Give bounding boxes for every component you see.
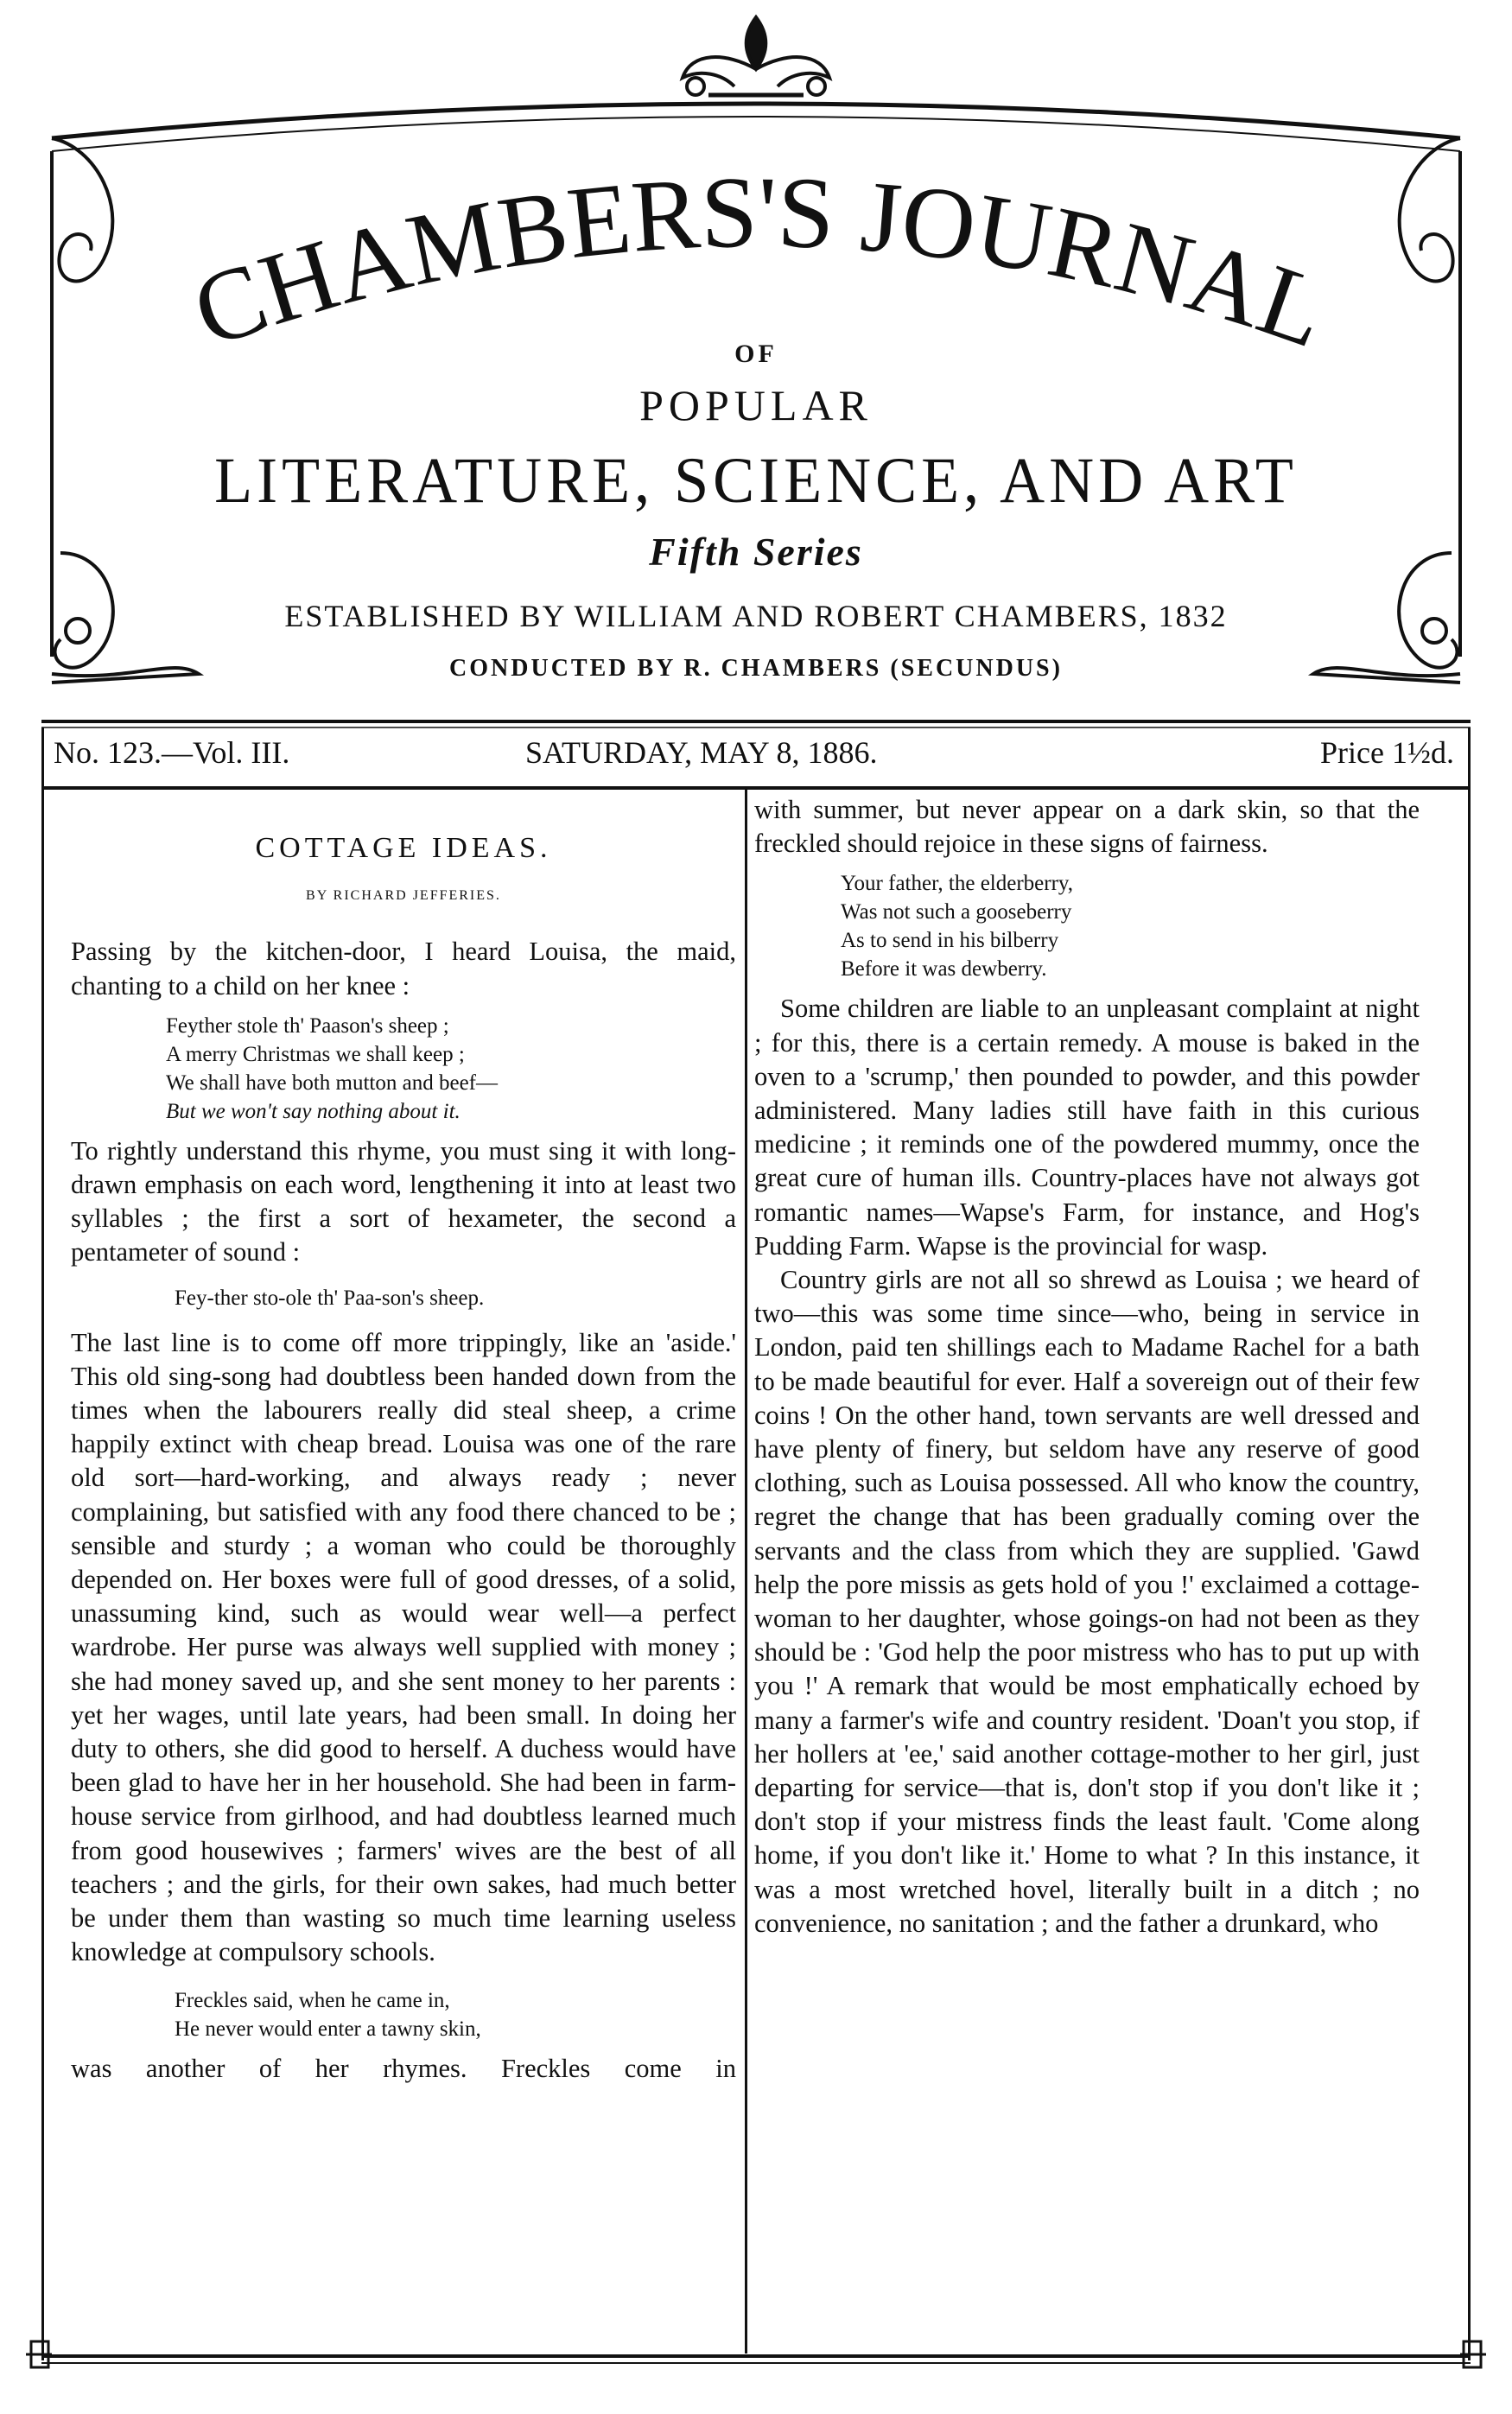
- conducted-line: CONDUCTED BY R. CHAMBERS (SECUNDUS): [449, 655, 1063, 682]
- right-border: [1468, 727, 1471, 2360]
- issue-line: [41, 734, 1463, 783]
- issue-price: Price 1½d.: [1320, 735, 1454, 770]
- verse-line: As to send in his bilberry: [841, 929, 1059, 953]
- paragraph: The last line is to come off more trippingly, like an 'aside.' This old sing-song had doubtless been handed down from the times when the labourers really did steal sheep, a crime happily extinct with cheap bread. Louisa was one of the rare old sort—hard-working, and always ready ; never complaining, but satisfied with any food there chanced to be ; sensible and sturdy ; a woman who could be thoroughly depended on. Her boxes were full of good dresses, of a solid, unassuming kind, such as would wear well—a perfect wardrobe. Her purse was always well supplied with money ; she had money saved up, and she sent money to her parents : yet her wages, until late years, had been small. In doing her duty to others, she did good to herself. A duchess would have been glad to have her in her household. She had been in farm-house service from girlhood, and had doubtless learned much from good housewives ; farmers' wives are the best of all teachers ; and the girls, for their own sakes, had much better be under them than wasting so much time learning useless knowledge at compulsory schools.: [71, 1327, 736, 1967]
- article-title: COTTAGE IDEAS.: [255, 832, 552, 864]
- verse-line: But we won't say nothing about it.: [166, 1099, 461, 1123]
- masthead: [0, 0, 1512, 743]
- paragraph: Country girls are not all so shrewd as Louisa ; we heard of two—this was some time since—who, being in service in London, paid ten shillings each to Madame Rachel for a bath to be made beautiful for ever. Half a sovereign out of their few coins ! On the other hand, town servants are well dressed and have plenty of finery, but seldom have any reserve of good clothing, such as Louisa possessed. All who know the country, regret the change that has been gradually coming over the servants and the class from which they are supplied. 'Gawd help the pore missis as gets hold of you !' exclaimed a cottage-woman to her daughter, whose goings-on had not been as they should be : 'God help the poor mistress who has to put up with you !' A remark that would be most emphatically echoed by many a farmer's wife and country resident. 'Doan't you stop, if her hollers at 'ee,' said another cottage-mother to her girl, just departing for service—that is, don't stop if you don't like it ; don't stop if your mistress finds the least fault. 'Come along home, if you don't like it.' Home to what ? In this instance, it was a most wretched hovel, literally built in a ditch ; no convenience, no sanitation ; and the father a drunkard, who: [754, 1265, 1420, 1938]
- issue-date: SATURDAY, MAY 8, 1886.: [525, 735, 878, 770]
- journal-title: [180, 156, 1341, 370]
- bottom-corner-marks: [26, 2333, 1495, 2402]
- verse-line: Fey-ther sto-ole th' Paa-son's sheep.: [175, 1286, 485, 1310]
- issue-number: No. 123.—Vol. III.: [54, 735, 290, 770]
- column-right: [754, 793, 1420, 1941]
- paragraph: was another of her rhymes. Freckles come in: [71, 2054, 736, 2084]
- paragraph: To rightly understand this rhyme, you must sing it with long-drawn emphasis on each word, lengthening it into at least two syllables ; the first a sort of hexameter, the second a pentameter of sound :: [71, 1135, 736, 1267]
- verse-elderberry: [841, 869, 1420, 983]
- title-right: JOURNAL: [856, 159, 1341, 370]
- established-line: ESTABLISHED BY WILLIAM AND ROBERT CHAMBERS, 1832: [284, 599, 1228, 633]
- verse-sung: [175, 1284, 736, 1312]
- fleur-ornament: [683, 17, 829, 95]
- subtitle: LITERATURE, SCIENCE, AND ART: [214, 443, 1298, 517]
- intro-paragraph: Passing by the kitchen-door, I heard Louisa, the maid, chanting to a child on her knee :: [71, 937, 736, 1001]
- verse-line: Before it was dewberry.: [841, 957, 1047, 981]
- issue-rule: [41, 786, 1471, 790]
- left-border: [41, 727, 44, 2360]
- column-divider: [745, 790, 747, 2354]
- verse-line: Your father, the elderberry,: [841, 872, 1074, 896]
- verse-line: Freckles said, when he came in,: [175, 1989, 450, 2013]
- column-left: [71, 798, 736, 2087]
- paragraph: Some children are liable to an unpleasant complaint at night ; for this, there is a certain remedy. A mouse is baked in the oven to a 'scrump,' then pounded to powder, and this powder administered. Many ladies still have faith in this curious medicine ; it reminds one of the powdered mummy, once the great cure of human ills. Country-places have not always got romantic names—Wapse's Farm, for instance, and Hog's Pudding Farm. Wapse is the provincial for wasp.: [754, 994, 1420, 1261]
- article-byline: BY RICHARD JEFFERIES.: [306, 888, 501, 904]
- verse-line: Feyther stole th' Paason's sheep ;: [166, 1013, 449, 1038]
- title-of: OF: [734, 340, 778, 368]
- verse-freckles: [175, 1986, 736, 2043]
- verse-line: Was not such a gooseberry: [841, 900, 1072, 924]
- verse-line: He never would enter a tawny skin,: [175, 2017, 481, 2042]
- verse-line: A merry Christmas we shall keep ;: [166, 1042, 465, 1066]
- paragraph-continued: with summer, but never appear on a dark skin, so that the freckled should rejoice in these signs of fairness.: [754, 795, 1420, 859]
- title-left: CHAMBERS'S: [179, 155, 836, 370]
- verse-feyther: [166, 1012, 736, 1126]
- series-label: Fifth Series: [649, 530, 863, 574]
- title-popular: POPULAR: [639, 381, 873, 429]
- verse-line: We shall have both mutton and beef—: [166, 1070, 498, 1095]
